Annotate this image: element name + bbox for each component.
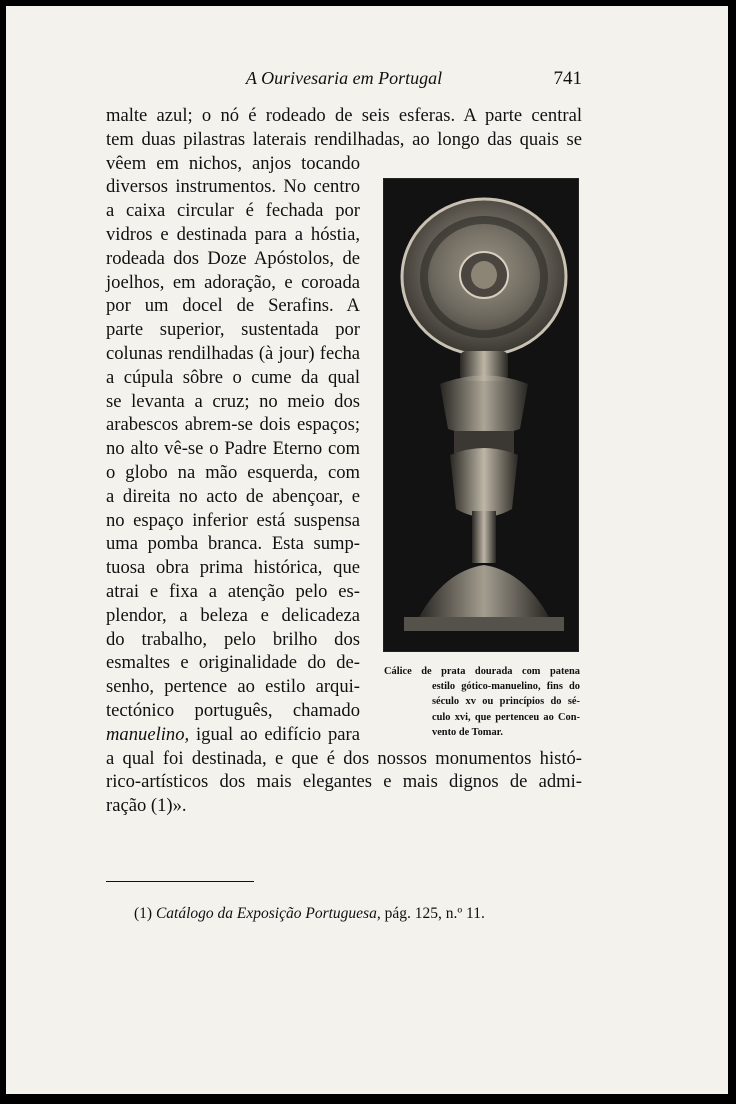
text-line	[106, 723, 360, 747]
text-line: rico-artísticos dos mais elegantes e mais dignos de admi-	[106, 771, 582, 793]
text-line: atrai e fixa a atenção pelo es-	[106, 580, 360, 602]
running-header	[106, 68, 582, 96]
footnote	[134, 905, 485, 923]
text-line: por um docel de Serafins. A	[106, 295, 360, 317]
text-line: tuosa obra prima histórica, que	[106, 557, 360, 579]
text-line: do trabalho, pelo brilho dos	[106, 628, 360, 650]
text-line: tem duas pilastras laterais rendilhadas, ao longo das quais se	[106, 128, 582, 150]
text-line: tectónico português, chamado	[106, 699, 360, 721]
text-line: malte azul; o nó é rodeado de seis esferas. A parte central	[106, 105, 582, 126]
text-line: uma pomba branca. Esta sump-	[106, 533, 360, 555]
text-line: senho, pertence ao estilo arqui-	[106, 676, 360, 698]
text-line: arabescos abrem-se dois espaços;	[106, 414, 360, 436]
italic-term: manuelino,	[106, 723, 190, 745]
caption-line: culo xvi, que pertenceu ao Con-	[432, 711, 580, 723]
text-line: vêem em nichos, anjos tocando	[106, 152, 360, 174]
chalice-photograph	[383, 178, 579, 652]
text-line: rodeada dos Doze Apóstolos, de	[106, 247, 360, 269]
footnote-marker: (1)	[134, 905, 153, 922]
text-line: a caixa circular é fechada por	[106, 200, 360, 222]
footnote-title: Catálogo da Exposição Portuguesa,	[155, 905, 381, 922]
text-line: joelhos, em adoração, e coroada	[106, 271, 360, 293]
footnote-reference: pág. 125, n.º 11.	[380, 905, 485, 922]
text-line: a direita no acto de abençoar, e	[106, 485, 360, 507]
caption-line: Cálice de prata dourada com patena	[384, 666, 580, 677]
text-line: no alto vê-se o Padre Eterno com	[106, 438, 360, 460]
text-fragment: igual ao edifício para	[189, 723, 360, 745]
text-line: plendor, a beleza e delicadeza	[106, 604, 360, 626]
caption-line: vento de Tomar.	[432, 726, 503, 738]
text-line: diversos instrumentos. No centro	[106, 176, 360, 198]
text-line: esmaltes e originalidade do de-	[106, 652, 360, 674]
text-line: vidros e destinada para a hóstia,	[106, 223, 360, 245]
figure-caption	[384, 664, 580, 740]
text-line: a qual foi destinada, e que é dos nossos monumentos histó-	[106, 747, 582, 769]
footnote-rule	[106, 881, 254, 882]
text-line: ração (1)».	[106, 795, 187, 817]
running-title: A Ourivesaria em Portugal	[245, 68, 443, 88]
caption-line: século xv ou princípios do sé-	[432, 696, 580, 708]
book-page	[6, 6, 728, 1094]
text-line: parte superior, sustentada por	[106, 319, 360, 341]
page-number: 741	[553, 68, 582, 89]
chalice-illustration	[384, 179, 578, 651]
text-line: o globo na mão esquerda, com	[106, 461, 360, 483]
text-line: a cúpula sôbre o cume da qual	[106, 366, 360, 388]
text-line: no espaço inferior está suspensa	[106, 509, 360, 531]
caption-line: estilo gótico-manuelino, fins do	[432, 681, 580, 693]
text-line: colunas rendilhadas (à jour) fecha	[106, 342, 360, 364]
text-line: se levanta a cruz; no meio dos	[106, 390, 360, 412]
